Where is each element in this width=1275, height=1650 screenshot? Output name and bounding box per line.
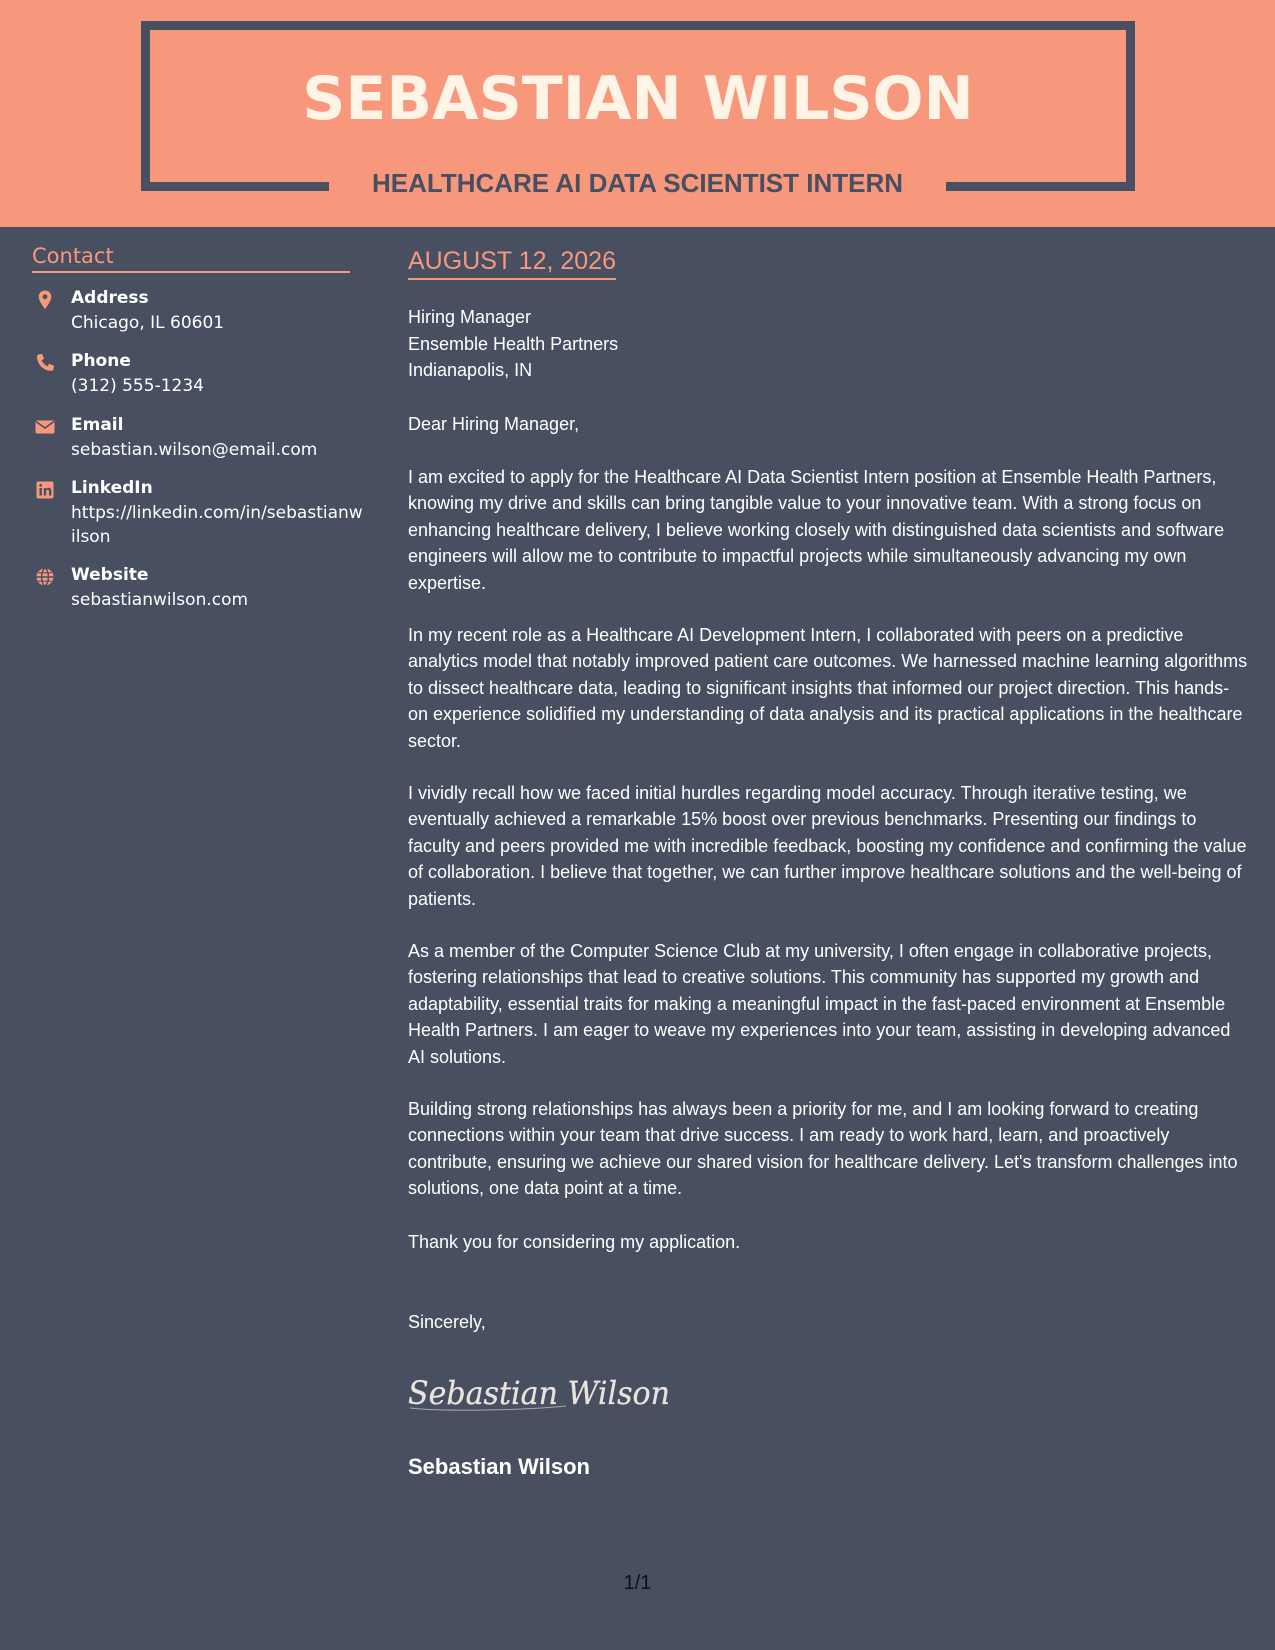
header-band [0,0,1275,227]
salutation: Dear Hiring Manager, [408,414,580,434]
contact-heading: Contact [32,242,350,273]
phone-icon [34,352,56,374]
closing: Sincerely, [408,1312,486,1332]
contact-value[interactable]: sebastian.wilson@email.com [71,440,318,460]
recipient-line: Ensemble Health Partners [408,333,619,354]
contact-label: LinkedIn [71,478,153,498]
contact-label: Website [71,565,149,585]
contact-value: Chicago, IL 60601 [71,313,225,333]
globe-icon [34,566,56,588]
signature-text: Sebastian Wilson [408,1374,670,1412]
letter-paragraph: Building strong relationships has always been a priority for me, and I am looking forward to creating connections within your team that drive success. I am ready to work hard, learn, and proactively contribute, ensuring we achieve our shared vision for healthcare delivery. Let's transform challenges into solutions, one data point at a time. [408,1099,1238,1199]
contact-value: (312) 555-1234 [71,376,204,396]
candidate-name: SEBASTIAN WILSON [302,64,974,134]
thank-you-line: Thank you for considering my application. [408,1232,741,1252]
map-pin-icon [34,289,56,311]
letter-paragraph: In my recent role as a Healthcare AI Development Intern, I collaborated with peers on a predictive analytics model that notably improved patient care outcomes. We harnessed machine learning algorithms to dissect healthcare data, leading to significant insights that informed our project direction. This hands-on experience solidified my understanding of data analysis and its practical applications in the healthcare sector. [408,625,1248,751]
header-frame-bottom-left [141,182,329,191]
contact-label: Address [71,288,149,308]
letter-paragraph: I am excited to apply for the Healthcare AI Data Scientist Intern position at Ensemble Health Partners, knowing my drive and skills can bring tangible value to your innovative team. With a strong focus on enhancing healthcare delivery, I believe working closely with distinguished data scientists and software engineers will allow me to contribute to impactful projects while simultaneously advancing my own expertise. [408,467,1225,593]
contact-label: Email [71,415,124,435]
contact-value[interactable]: https://linkedin.com/in/sebastianwilson [71,503,363,547]
recipient-line: Indianapolis, IN [408,360,533,380]
recipient-block [408,304,618,384]
contact-value[interactable]: sebastianwilson.com [71,590,249,610]
letter-paragraph: I vividly recall how we faced initial hurdles regarding model accuracy. Through iterative testing, we eventually achieved a remarkable 15% boost over previous benchmarks. Presenting our findings to faculty and peers provided me with incredible feedback, boosting my confidence and confirming the value of collaboration. I believe that together, we can further improve healthcare solutions and the well-being of patients. [408,783,1247,909]
envelope-icon [34,416,56,438]
recipient-line: Hiring Manager [408,307,532,327]
contact-label: Phone [71,351,131,371]
page-number: 1/1 [623,1572,652,1594]
header-frame-bottom-right [946,182,1135,191]
handwritten-signature [406,1368,676,1416]
letter-date: AUGUST 12, 2026 [408,245,616,280]
letter-paragraph: As a member of the Computer Science Club at my university, I often engage in collaborative projects, fostering relationships that lead to creative solutions. This community has supported my growth and adaptability, essential traits for making a meaningful impact in the fast-paced environment at Ensemble Health Partners. I am eager to weave my experiences into your team, assisting in developing advanced AI solutions. [408,941,1231,1067]
job-title: HEALTHCARE AI DATA SCIENTIST INTERN [371,168,904,198]
linkedin-icon [34,479,56,501]
signer-name: Sebastian Wilson [408,1454,590,1479]
